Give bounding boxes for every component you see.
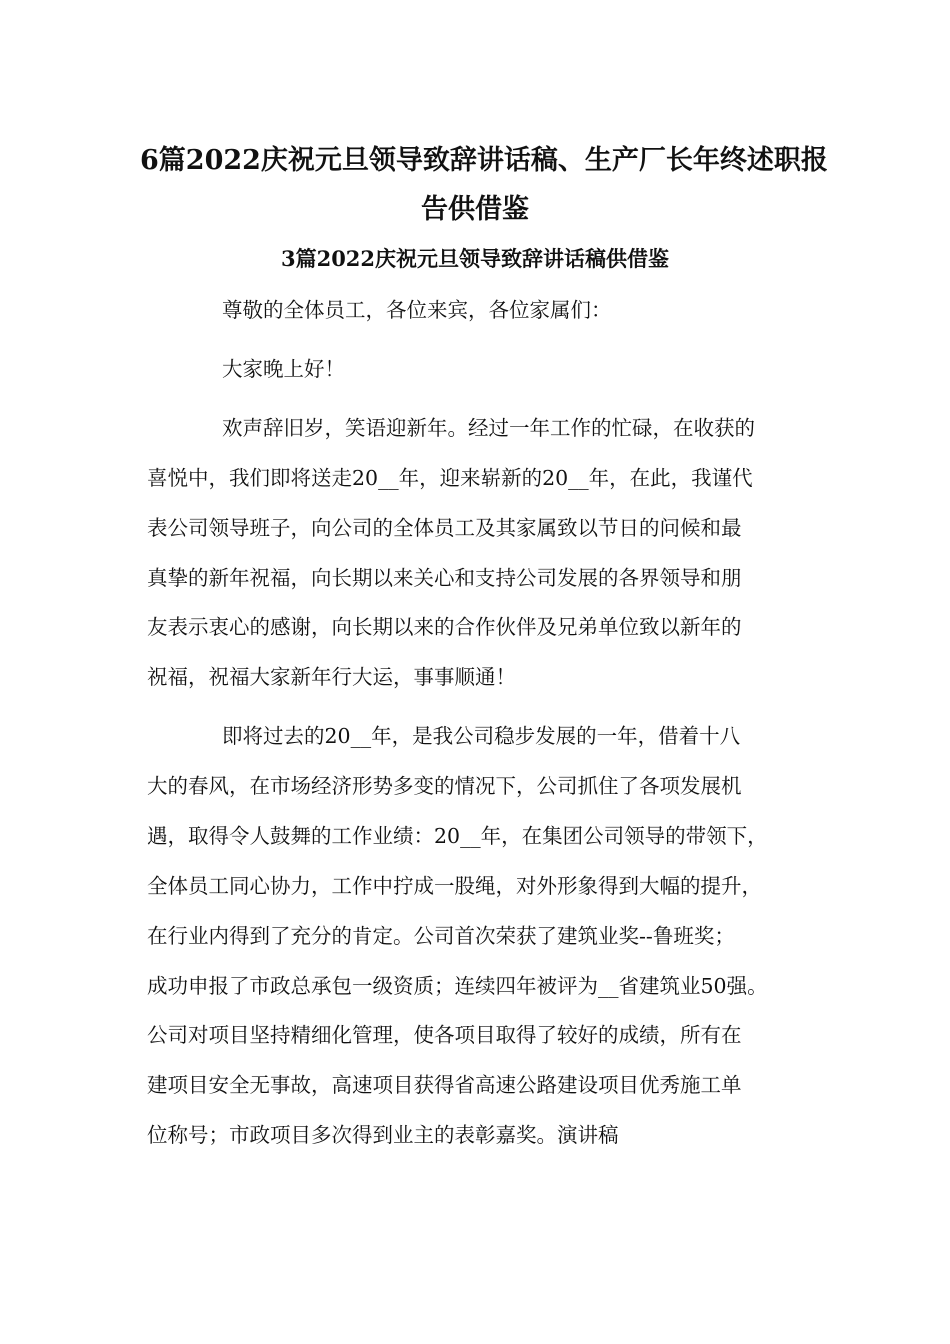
- paragraph-2-line-1: 即将过去的20__年，是我公司稳步发展的一年，借着十八: [222, 724, 741, 748]
- paragraph-2-line-3: 遇，取得令人鼓舞的工作业绩：20__年，在集团公司领导的带领下，: [147, 824, 768, 848]
- paragraph-2-line-2: 大的春风，在市场经济形势多变的情况下，公司抓住了各项发展机: [147, 774, 742, 798]
- paragraph-1-line-1: 欢声辞旧岁，笑语迎新年。经过一年工作的忙碌，在收获的: [222, 416, 755, 440]
- paragraph-1-line-2: 喜悦中，我们即将送走20__年，迎来崭新的20__年，在此，我谨代: [147, 466, 753, 490]
- paragraph-1-line-4: 真挚的新年祝福，向长期以来关心和支持公司发展的各界领导和朋: [147, 566, 742, 590]
- document-subtitle: 3篇2022庆祝元旦领导致辞讲话稿供借鉴: [280, 246, 670, 271]
- paragraph-2-line-5: 在行业内得到了充分的肯定。公司首次荣获了建筑业奖--鲁班奖；: [147, 924, 735, 948]
- paragraph-2-line-9: 位称号；市政项目多次得到业主的表彰嘉奖。演讲稿: [147, 1123, 619, 1147]
- document-title-line-1: 6篇2022庆祝元旦领导致辞讲话稿、生产厂长年终述职报: [140, 145, 828, 176]
- paragraph-1-line-3: 表公司领导班子，向公司的全体员工及其家属致以节日的问候和最: [147, 516, 742, 540]
- paragraph-2-line-6: 成功申报了市政总承包一级资质；连续四年被评为__省建筑业50强。: [147, 974, 768, 998]
- document-title-line-2: 告供借鉴: [421, 194, 529, 225]
- salutation-line: 尊敬的全体员工，各位来宾，各位家属们：: [222, 298, 612, 322]
- paragraph-1-line-6: 祝福，祝福大家新年行大运，事事顺通！: [147, 665, 516, 689]
- paragraph-2-line-7: 公司对项目坚持精细化管理，使各项目取得了较好的成绩，所有在: [147, 1023, 742, 1047]
- paragraph-1-line-5: 友表示衷心的感谢，向长期以来的合作伙伴及兄弟单位致以新年的: [147, 615, 742, 639]
- greeting-line: 大家晚上好！: [222, 357, 345, 381]
- paragraph-2-line-8: 建项目安全无事故，高速项目获得省高速公路建设项目优秀施工单: [147, 1073, 742, 1097]
- paragraph-2-line-4: 全体员工同心协力，工作中拧成一股绳，对外形象得到大幅的提升，: [147, 874, 762, 898]
